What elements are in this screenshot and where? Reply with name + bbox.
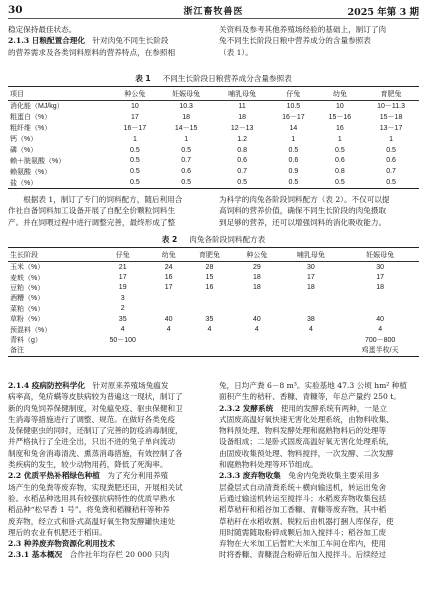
table1-cell: 11: [238, 102, 246, 110]
page-header: [0, 0, 427, 20]
table1-row: [8, 166, 419, 177]
table2-cell: 16: [164, 274, 173, 282]
table1-cell: 16: [335, 124, 344, 132]
text-line: 制度和兔舍消毒清洗、熏蒸消毒措施，有效控制了各: [8, 448, 183, 458]
table2-cell: 16: [205, 284, 214, 292]
table1-row-label: 粗蛋白（%）: [10, 114, 52, 122]
table2-row: [8, 293, 419, 303]
table2-cell: 15: [205, 274, 214, 282]
text-line: 关资料及参考其他养殖场经验的基础上，制订了肉: [219, 25, 387, 34]
table2-cell: 30: [307, 263, 315, 271]
text-line: 类疾病的发生，较少动物用药，降低了死淘率。: [8, 460, 168, 470]
table1-cell: 10: [335, 102, 344, 110]
table1-row-label: 盐（%）: [8, 177, 112, 188]
table2-cell: [152, 335, 186, 345]
text-line: 层叠层式自动清粪系统＋横向输送机，转运出兔舍: [219, 482, 387, 492]
table1-row: [8, 145, 419, 156]
table2-cell: 4: [254, 326, 259, 334]
table2-row-label: 备注: [8, 345, 94, 356]
table1-cell: 1: [132, 135, 137, 143]
table2-cell: 4: [378, 326, 383, 334]
table2-column-header: 育肥兔: [186, 248, 233, 262]
table1-cell: 0.5: [288, 146, 299, 154]
text-line: 到足够的营养，还可以增强饲料的消化吸收能力。: [219, 217, 387, 227]
text-line: 兔舍内兔粪收集主要采用多: [288, 471, 380, 481]
subsection-heading: 2.1.3 日粮配置合理化: [8, 36, 85, 46]
table2-row: [8, 345, 419, 356]
table2-cell: 18: [376, 284, 385, 292]
table2-number: 表 2: [161, 235, 178, 244]
table2-cell: 30: [376, 263, 385, 271]
table1-cell: 18: [182, 113, 191, 121]
table2-cell: [281, 293, 342, 303]
table1-cell: 13－17: [379, 125, 403, 133]
mid-left-column: [8, 194, 208, 228]
table2-cell: 35: [118, 315, 127, 323]
table2-row: [8, 272, 419, 282]
table2-cell: 18: [252, 284, 261, 292]
table2-cell: [281, 345, 342, 356]
table1-cell: 15－16: [328, 114, 352, 122]
table2-cell: [152, 293, 186, 303]
text-line: 为了充分利用养殖: [107, 471, 169, 481]
table2-cell: 鸡蛋半枚/天: [341, 345, 419, 356]
table1-cell: 0.6: [386, 157, 396, 165]
table1-cell: 1: [337, 135, 342, 143]
table1-column-header: 幼兔: [317, 87, 364, 101]
table2-cell: [152, 345, 186, 356]
table2-cell: [186, 304, 233, 314]
text-line: 产。并在饲喂过程中进行调整完善，最终形成了整: [8, 217, 176, 227]
table1-cell: 0.7: [237, 168, 247, 176]
table1-column-header: 妊娠母兔: [158, 87, 214, 101]
text-line: 时将香糠、青糠混合粉碎后加入搅拌斗。后续经过: [219, 550, 387, 560]
text-line: 草秸秆在水稻收割、脱粒后由机器打捆人库保存，使: [219, 516, 394, 526]
table2-cell: 18: [307, 284, 315, 292]
table2-cell: 4: [120, 326, 125, 334]
subsection-2-3-1: [8, 549, 208, 560]
table1: [8, 86, 419, 189]
table1-row: [8, 101, 419, 112]
table1-cell: 0.5: [130, 157, 140, 165]
table2-cell: 4: [207, 326, 212, 334]
text-line: 废弃物，经立式和卧式高温好氧生物发酵罐快速处: [8, 516, 176, 526]
text-line: 生消毒等措施进行了调整、规范。在做好各类免疫: [8, 414, 176, 424]
table2-column-header: 生长阶段: [8, 248, 94, 262]
text-line: 针对肉兔不同生长阶段: [92, 36, 169, 46]
table2-cell: [186, 293, 233, 303]
table1-cell: 0.5: [363, 177, 419, 188]
table2-cell: 50－100: [109, 336, 136, 344]
subsection-heading: 2.3.3 废弃物收集: [219, 471, 281, 481]
text-line: （表 1）。: [219, 47, 253, 57]
mid-right-column: [219, 194, 419, 228]
table2-column-header: 种公兔: [233, 248, 280, 262]
table2-cell: 29: [252, 263, 261, 271]
table1-cell: 0.5: [335, 146, 345, 154]
table2-cell: 3: [120, 294, 125, 302]
table2-cell: 700－800: [364, 336, 396, 344]
table2-cell: 18: [252, 274, 261, 282]
table2-cell: 17: [164, 284, 173, 292]
table2-cell: 38: [307, 315, 315, 323]
table1-cell: 0.9: [288, 168, 299, 176]
table2-cell: 19: [118, 284, 127, 292]
table1-cell: 10.5: [286, 102, 301, 110]
table1-cell: 0.5: [181, 146, 192, 154]
text-line: 稻草秸秆和稻谷加工香糠、青糠等废弃物。其中稻: [219, 505, 387, 515]
table2-cell: 17: [118, 274, 127, 282]
text-line: 式固废高温好氧快速无害化处理系统，由物料收集、: [219, 414, 394, 424]
text-line: 作社自备饲料加工设备开展了自配全价颗粒饲料生: [8, 206, 176, 216]
table1-cell: 0.5: [130, 146, 140, 154]
table2-row: [8, 304, 419, 314]
table2-header-row: [8, 248, 419, 262]
subsection-heading: 2.3.1 基本概况: [8, 550, 63, 560]
table1-cell: 0.8: [335, 168, 345, 176]
table2-row: [8, 283, 419, 293]
table2-column-header: 哺乳母兔: [281, 248, 342, 262]
subsection-2-3-2: [219, 403, 419, 414]
table2-column-header: 仔兔: [94, 248, 152, 262]
table2-row-label: 菜粕（%）: [10, 305, 45, 313]
table1-cell: 0.6: [181, 168, 192, 176]
table1-cell: 10.3: [179, 102, 193, 110]
table2-row: [8, 314, 419, 324]
text-line: 稳定保持最佳状态。: [8, 25, 77, 34]
table1-cell: 0.5: [130, 168, 140, 176]
table2-cell: 17: [307, 274, 315, 282]
table1-cell: 0.7: [181, 157, 192, 165]
table1-cell: 1.2: [237, 135, 247, 143]
subsection-2-1-3: [8, 35, 208, 46]
table2-row-label: 豆粕（%）: [10, 284, 45, 292]
bottom-left-column: [8, 380, 208, 561]
table1-cell: 1: [389, 135, 394, 143]
table1-cell: 0.7: [386, 168, 396, 176]
table2-cell: [341, 293, 419, 303]
table1-row-label: 消化能（MJ/kg）: [10, 103, 64, 111]
table1-row-label: 赖＋胱氨酸（%）: [10, 157, 66, 165]
table1-cell: 15－18: [379, 114, 403, 122]
table1-cell: 0.5: [158, 177, 214, 188]
table2-row: [8, 262, 419, 273]
table1-cell: 16－17: [282, 114, 305, 122]
table2-row-label: 麦麸（%）: [10, 274, 45, 282]
subsection-2-2: [8, 470, 208, 481]
table1-cell: 1: [184, 135, 189, 143]
table2-cell: 17: [376, 274, 385, 282]
table2-cell: 24: [164, 263, 173, 271]
table1-row: [8, 177, 419, 188]
text-line: 根据表 1，制订了专门的饲料配方，随后利用合: [23, 195, 183, 204]
paragraph-2-3-2: [219, 414, 419, 470]
table1-cell: 0.5: [386, 146, 396, 154]
table2-cell: [281, 335, 342, 345]
table2-cell: [186, 335, 233, 345]
text-line: 设备组成；二是卧式固废高温好氧无害化处理系统，: [219, 437, 394, 447]
table2-cell: [233, 304, 280, 314]
table2-row-label: 玉米（%）: [10, 264, 45, 272]
subsection-2-1-4: [8, 380, 208, 391]
table2-cell: 40: [164, 315, 173, 323]
table2-row-label: 草粉（%）: [10, 316, 45, 324]
table2-row: [8, 335, 419, 345]
table1-cell: 0.5: [214, 177, 270, 188]
table2-column-header: 幼兔: [152, 248, 186, 262]
table1-cell: 0.6: [237, 157, 247, 165]
table2-cell: [341, 304, 419, 314]
table1-cell: 0.6: [288, 157, 299, 165]
table1-cell: 12－13: [230, 125, 254, 133]
table2-row: [8, 324, 419, 334]
table1-row-label: 磷（%）: [10, 147, 38, 154]
table1-row-label: 赖氨酸（%）: [10, 168, 52, 176]
table1-row-label: 粗纤维（%）: [10, 125, 52, 133]
subsection-heading: 2.1.4 疫病防控科学化: [8, 381, 85, 390]
table2-cell: 40: [376, 315, 385, 323]
text-line: 稻品种“松早香 1 号”。将兔粪和稻糠秸秆等种养: [8, 505, 170, 515]
table2-cell: [233, 335, 280, 345]
table2-cell: [233, 345, 280, 356]
table1-row: [8, 112, 419, 123]
table1-column-header: 育肥兔: [363, 87, 419, 101]
table2-title: 肉兔各阶段饲料配方表: [189, 235, 266, 244]
table1-cell: 0.6: [335, 157, 345, 165]
text-line: 后通过输送机转运至搅拌斗；水稻废弃物收集包括: [219, 493, 387, 503]
header-rule: [8, 18, 419, 19]
table2-cell: 35: [205, 315, 214, 323]
text-line: 并严格执行了全进全出，只出不进的兔子单向流动: [8, 437, 176, 447]
table1-cell: 1: [291, 135, 296, 143]
text-line: 新的肉兔饲养保健制度，对兔瘟免疫、驱虫保健和卫: [8, 403, 183, 413]
table2-cell: 28: [205, 263, 214, 271]
issue-label: 2025 年第 3 期: [347, 7, 419, 18]
text-line: 针对原来养殖场兔瘟发: [92, 381, 169, 390]
table1-cell: 0.5: [270, 177, 317, 188]
text-line: 合作社年均存栏 20 000 只肉: [69, 550, 170, 560]
table1-cell: 10－11.3: [377, 103, 405, 111]
table1-column-header: 仔兔: [270, 87, 317, 101]
text-line: 兔不同生长阶段日粮中营养成分的含量参照表: [219, 36, 371, 46]
table1-title: 不同生长阶段日粮营养成分含量参照表: [162, 74, 292, 83]
table1-cell: 14－15: [174, 125, 198, 133]
top-left-column: [8, 24, 208, 58]
table1-number: 表 1: [135, 74, 151, 83]
text-line: 用时随需随取粉碎成颗后加入搅拌斗；稻谷加工废: [219, 527, 387, 537]
table1-cell: 14: [289, 124, 298, 132]
text-line: 面积产生的秸秆、香糠、青糠等，年总产量约 250 t。: [219, 392, 401, 402]
text-line: 弃物在大米加工后暂贮大米加工车间仓库内，使用: [219, 539, 387, 549]
table1-column-header: 种公兔: [112, 87, 159, 101]
table1-row-label: 钙（%）: [10, 136, 38, 144]
table2-caption: [0, 234, 427, 245]
table1-row: [8, 134, 419, 145]
top-right-column: [219, 24, 419, 58]
table1-cell: 10: [131, 102, 139, 110]
subsection-heading: 2.3.2 发酵系统: [219, 403, 274, 413]
table2-row-label: 预混料（%）: [10, 326, 52, 334]
text-line: 物料预处理、物料发酵处理和腐熟物料后的处理等: [219, 426, 387, 436]
table1-cell: 16－17: [123, 125, 147, 133]
table1-cell: 18: [238, 113, 247, 121]
table1-cell: 0.5: [112, 177, 159, 188]
text-line: 高饲料的营养价值，确保不同生长阶段的肉兔摄取: [219, 206, 387, 216]
table1-cell: 17: [131, 113, 139, 121]
table1-column-header: 项目: [8, 87, 112, 101]
subsection-2-3-3: [219, 470, 419, 481]
text-line: 及保健驱虫的同时，还制订了完善的防疫消毒制度，: [8, 426, 183, 436]
text-line: 和腐熟物料处理等环节组成。: [219, 460, 318, 470]
table2-cell: 2: [120, 305, 125, 313]
table1-row: [8, 155, 419, 166]
text-line: 的营养需求及各类饲料原料的营养特点，在参照相: [8, 47, 176, 57]
text-line: 理后的农业有机肥还于稻田。: [8, 527, 107, 537]
table2-cell: [152, 304, 186, 314]
section-2-3-heading: 2.3 种养废弃物资源化利用技术: [8, 539, 115, 549]
text-line: 由固废收集预处理、物料搅拌，一次发酵、二次发酵: [219, 448, 394, 458]
table2-cell: [94, 345, 152, 356]
page-number: 30: [8, 4, 23, 16]
table1-column-header: 哺乳母兔: [214, 87, 270, 101]
text-line: 兔，日均产粪 6－8 m³。实验基地 47.3 公顷 hm² 种植: [219, 381, 407, 390]
table2-cell: 4: [308, 326, 313, 334]
table1-cell: 0.8: [237, 146, 247, 154]
table1-caption: [0, 73, 427, 84]
table2-cell: [186, 345, 233, 356]
text-line: 场产生的兔粪等废弃物，实现粪肥还田，开展相关试: [8, 482, 183, 492]
bottom-right-column: [219, 380, 419, 561]
subsection-heading: 2.2 优质平热补稻绿色种植: [8, 471, 100, 481]
text-line: 病率高，兔疥螨等皮肤病较为普遍这一现状，制订了: [8, 392, 183, 402]
table2-row-label: 酒糟（%）: [10, 295, 45, 303]
table2-cell: 40: [252, 315, 261, 323]
table1-header-row: [8, 87, 419, 101]
table1-cell: 0.5: [317, 177, 364, 188]
table2-row-label: 青料（g）: [10, 336, 42, 344]
table2: [8, 247, 419, 357]
table2-cell: [233, 293, 280, 303]
text-line: 使用的发酵系统有两种，一是立: [280, 403, 388, 413]
table2-cell: [281, 304, 342, 314]
paragraph-2-3-3: [219, 482, 419, 561]
text-line: 验。水稻品种选用具有较强抗病特性的优质早熟水: [8, 493, 176, 503]
paragraph-2-2: [8, 482, 208, 538]
table2-cell: 4: [166, 326, 171, 334]
text-line: 为科学的肉兔各阶段饲料配方（表 2）。不仅可以提: [219, 195, 390, 204]
journal-name: 浙江畜牧兽医: [183, 7, 244, 17]
paragraph-2-1-4: [8, 391, 208, 470]
table2-column-header: 妊娠母兔: [341, 248, 419, 262]
table1-row: [8, 123, 419, 134]
table2-cell: 21: [118, 263, 127, 271]
